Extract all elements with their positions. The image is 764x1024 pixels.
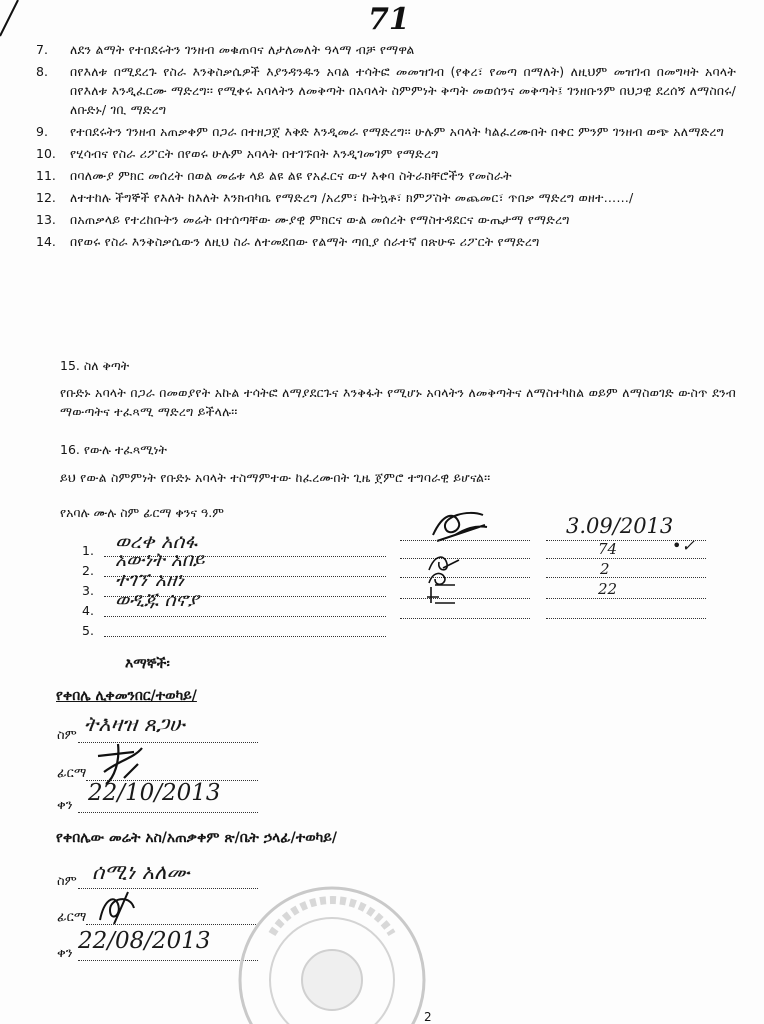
member-row-number: 2.	[82, 563, 94, 578]
item-number: 13.	[36, 212, 56, 227]
item-text: በባለሙያ ምክር መሰረት በወል መሬቱ ላይ ልዩ ልዩ የአፈርና ውሃ እቀባ ስትራክቸሮችን የመስራት	[70, 168, 512, 183]
item-number: 8.	[36, 64, 48, 79]
list-item	[36, 40, 736, 59]
item-number: 11.	[36, 168, 56, 183]
date-label: ቀን	[57, 946, 73, 961]
list-item	[36, 122, 736, 141]
signature-line	[400, 618, 530, 619]
member-name-handwritten: ተገኘ አዘነ	[115, 569, 184, 591]
member-date-handwritten: 22	[598, 580, 618, 598]
member-name-handwritten: ወረቀ አሰፋ	[115, 529, 198, 553]
tick-mark: •✓	[672, 536, 695, 555]
member-row-number: 5.	[82, 623, 94, 638]
land-office-name-handwritten: ሰሚነ አለሙ	[92, 860, 190, 884]
land-office-title: የቀበሌው መሬት አስ/አጠቃቀም ጽ/ቤት ኃላፊ/ተወካይ/	[56, 830, 337, 846]
date-line	[78, 960, 258, 961]
member-signature-scribble	[425, 505, 495, 545]
item-number: 12.	[36, 190, 56, 205]
date-line	[546, 577, 706, 578]
signature-line	[400, 598, 530, 599]
name-line	[104, 636, 386, 637]
member-date-handwritten: 2	[600, 560, 610, 578]
date-line	[78, 812, 258, 813]
date-line	[546, 618, 706, 619]
item-text: በየእለቱ በሚደረጉ የስራ እንቅስቃሴዎች እያንዳንዱን አባል ተሳትፎ መመዝገብ (የቀረ፣ የመጣ በማለት) ለዚህም መዝገብ በመግዛት አባላት በየእለቱ እንዲፈርሙ ማድረግ፡፡ የሚቀሩ አባላትን ለመቅጣት በአባላት ስምምነት ቅጣት መወሰንና መቅጣት፤ ገንዘቡንም በህጋዊ ደረሰኝ ለማስበሩ/ለቡድኑ/ ገቢ ማድረግ	[70, 64, 736, 117]
section-16-heading: 16. የውሉ ተፈጻሚነት	[60, 442, 167, 457]
witnesses-label: እማኞች፡	[125, 656, 170, 672]
item-text: ለተተከሉ ችግኞች የእለት ከእለት እንክብካቤ የማድረግ /አረም፣ ኩትኳቶ፣ ክምፖስት መጨመር፣ ጥበቃ ማድረግ ወዘተ……/	[70, 190, 634, 205]
section-15-heading: 15. ስለ ቅጣት	[60, 358, 130, 373]
list-item	[36, 166, 736, 185]
item-text: የተበደሩትን ገንዘብ አጠቃቀም በጋራ በተዘጋጀ እቅድ እንዲመራ የማድረግ፡፡ ሁሉም አባላት ካልፈረሙበት በቀር ምንም ገንዘብ ወጭ አለማድረግ	[70, 124, 725, 139]
page-number: 2	[424, 1010, 432, 1024]
obligations-list	[36, 40, 736, 254]
date-line	[546, 558, 706, 559]
kebele-chair-date-handwritten: 22/10/2013	[88, 780, 221, 806]
handwritten-page-mark: 71	[368, 2, 410, 37]
list-item	[36, 62, 736, 119]
section-16-body: ይህ የውል ስምምነት የቡድኑ አባላት ተስማምተው ከፈረሙበት ጊዜ ጀምሮ ተግባራዊ ይሆናል፡፡	[60, 470, 491, 485]
list-item	[36, 232, 736, 251]
list-item	[36, 188, 736, 207]
member-date-handwritten: 3.09/2013	[566, 514, 674, 538]
signature-label: ፊርማ	[57, 766, 87, 781]
signature-label: ፊርማ	[57, 910, 87, 925]
item-number: 10.	[36, 146, 56, 161]
member-name-handwritten: ወዲጁ ሰኖያ	[115, 589, 199, 611]
date-line	[546, 598, 706, 599]
land-office-date-handwritten: 22/08/2013	[78, 928, 211, 954]
item-text: በየወሩ የስራ እንቅስቃሴውን ለዚህ ስራ ለተመደበው የልማት ጣቢያ ሰራተኛ በጽሁፍ ሪፖርት የማድረግ	[70, 234, 540, 249]
member-signature-scribble	[425, 583, 465, 607]
kebele-chair-name-handwritten: ትእዛዝ ጸጋሁ	[84, 712, 185, 736]
kebele-chair-title: የቀበሌ ሊቀመንበር/ተወካይ/	[56, 688, 197, 704]
item-number: 14.	[36, 234, 56, 249]
signature-line	[400, 540, 530, 541]
scan-edge-line	[0, 0, 40, 40]
member-row-number: 1.	[82, 543, 94, 558]
item-text: የሂሳብና የስራ ሪፖርት በየወሩ ሁሉም አባላት በተገኙበት እንዲገመገም የማድረግ	[70, 146, 439, 161]
name-line	[104, 616, 386, 617]
name-label: ስም	[57, 874, 77, 889]
item-number: 7.	[36, 42, 48, 57]
item-text: ለደን ልማት የተበደሩትን ገንዘብ መቁጠባና ለታለመለት ዓላማ ብቻ የማዋል	[70, 42, 415, 57]
land-office-signature	[94, 888, 144, 930]
item-number: 9.	[36, 124, 48, 139]
item-text: በአጠቃላይ የተረከቡትን መሬት በተሰጣቸው ሙያዊ ምክርና ውል መሰረት የማስተዳደርና ውጤታማ የማድረግ	[70, 212, 570, 227]
signature-line	[400, 558, 530, 559]
list-item	[36, 210, 736, 229]
member-name-handwritten: አውነት አበይ	[115, 549, 205, 571]
list-item	[36, 144, 736, 163]
signature-header: የአባሉ ሙሉ ስም ፊርማ ቀንና ዓ.ም	[60, 505, 224, 520]
member-row-number: 4.	[82, 603, 94, 618]
member-date-handwritten: 74	[598, 540, 618, 558]
member-row-number: 3.	[82, 583, 94, 598]
official-stamp	[232, 880, 432, 1024]
section-15-body: የቡድኑ አባላት በጋራ በመወያየት አኩል ተሳትፎ ለማያደርጉና እንቅፋት የሚሆኑ አባላትን ለመቅጣትና ለማስተካከል ወይም ለማስወገድ ውስጥ ደንብ ማውጣትና ተፈጻሚ ማድረግ ይችላሉ፡፡	[60, 385, 736, 419]
signature-line	[400, 577, 530, 578]
date-label: ቀን	[57, 798, 73, 813]
name-label: ስም	[57, 728, 77, 743]
